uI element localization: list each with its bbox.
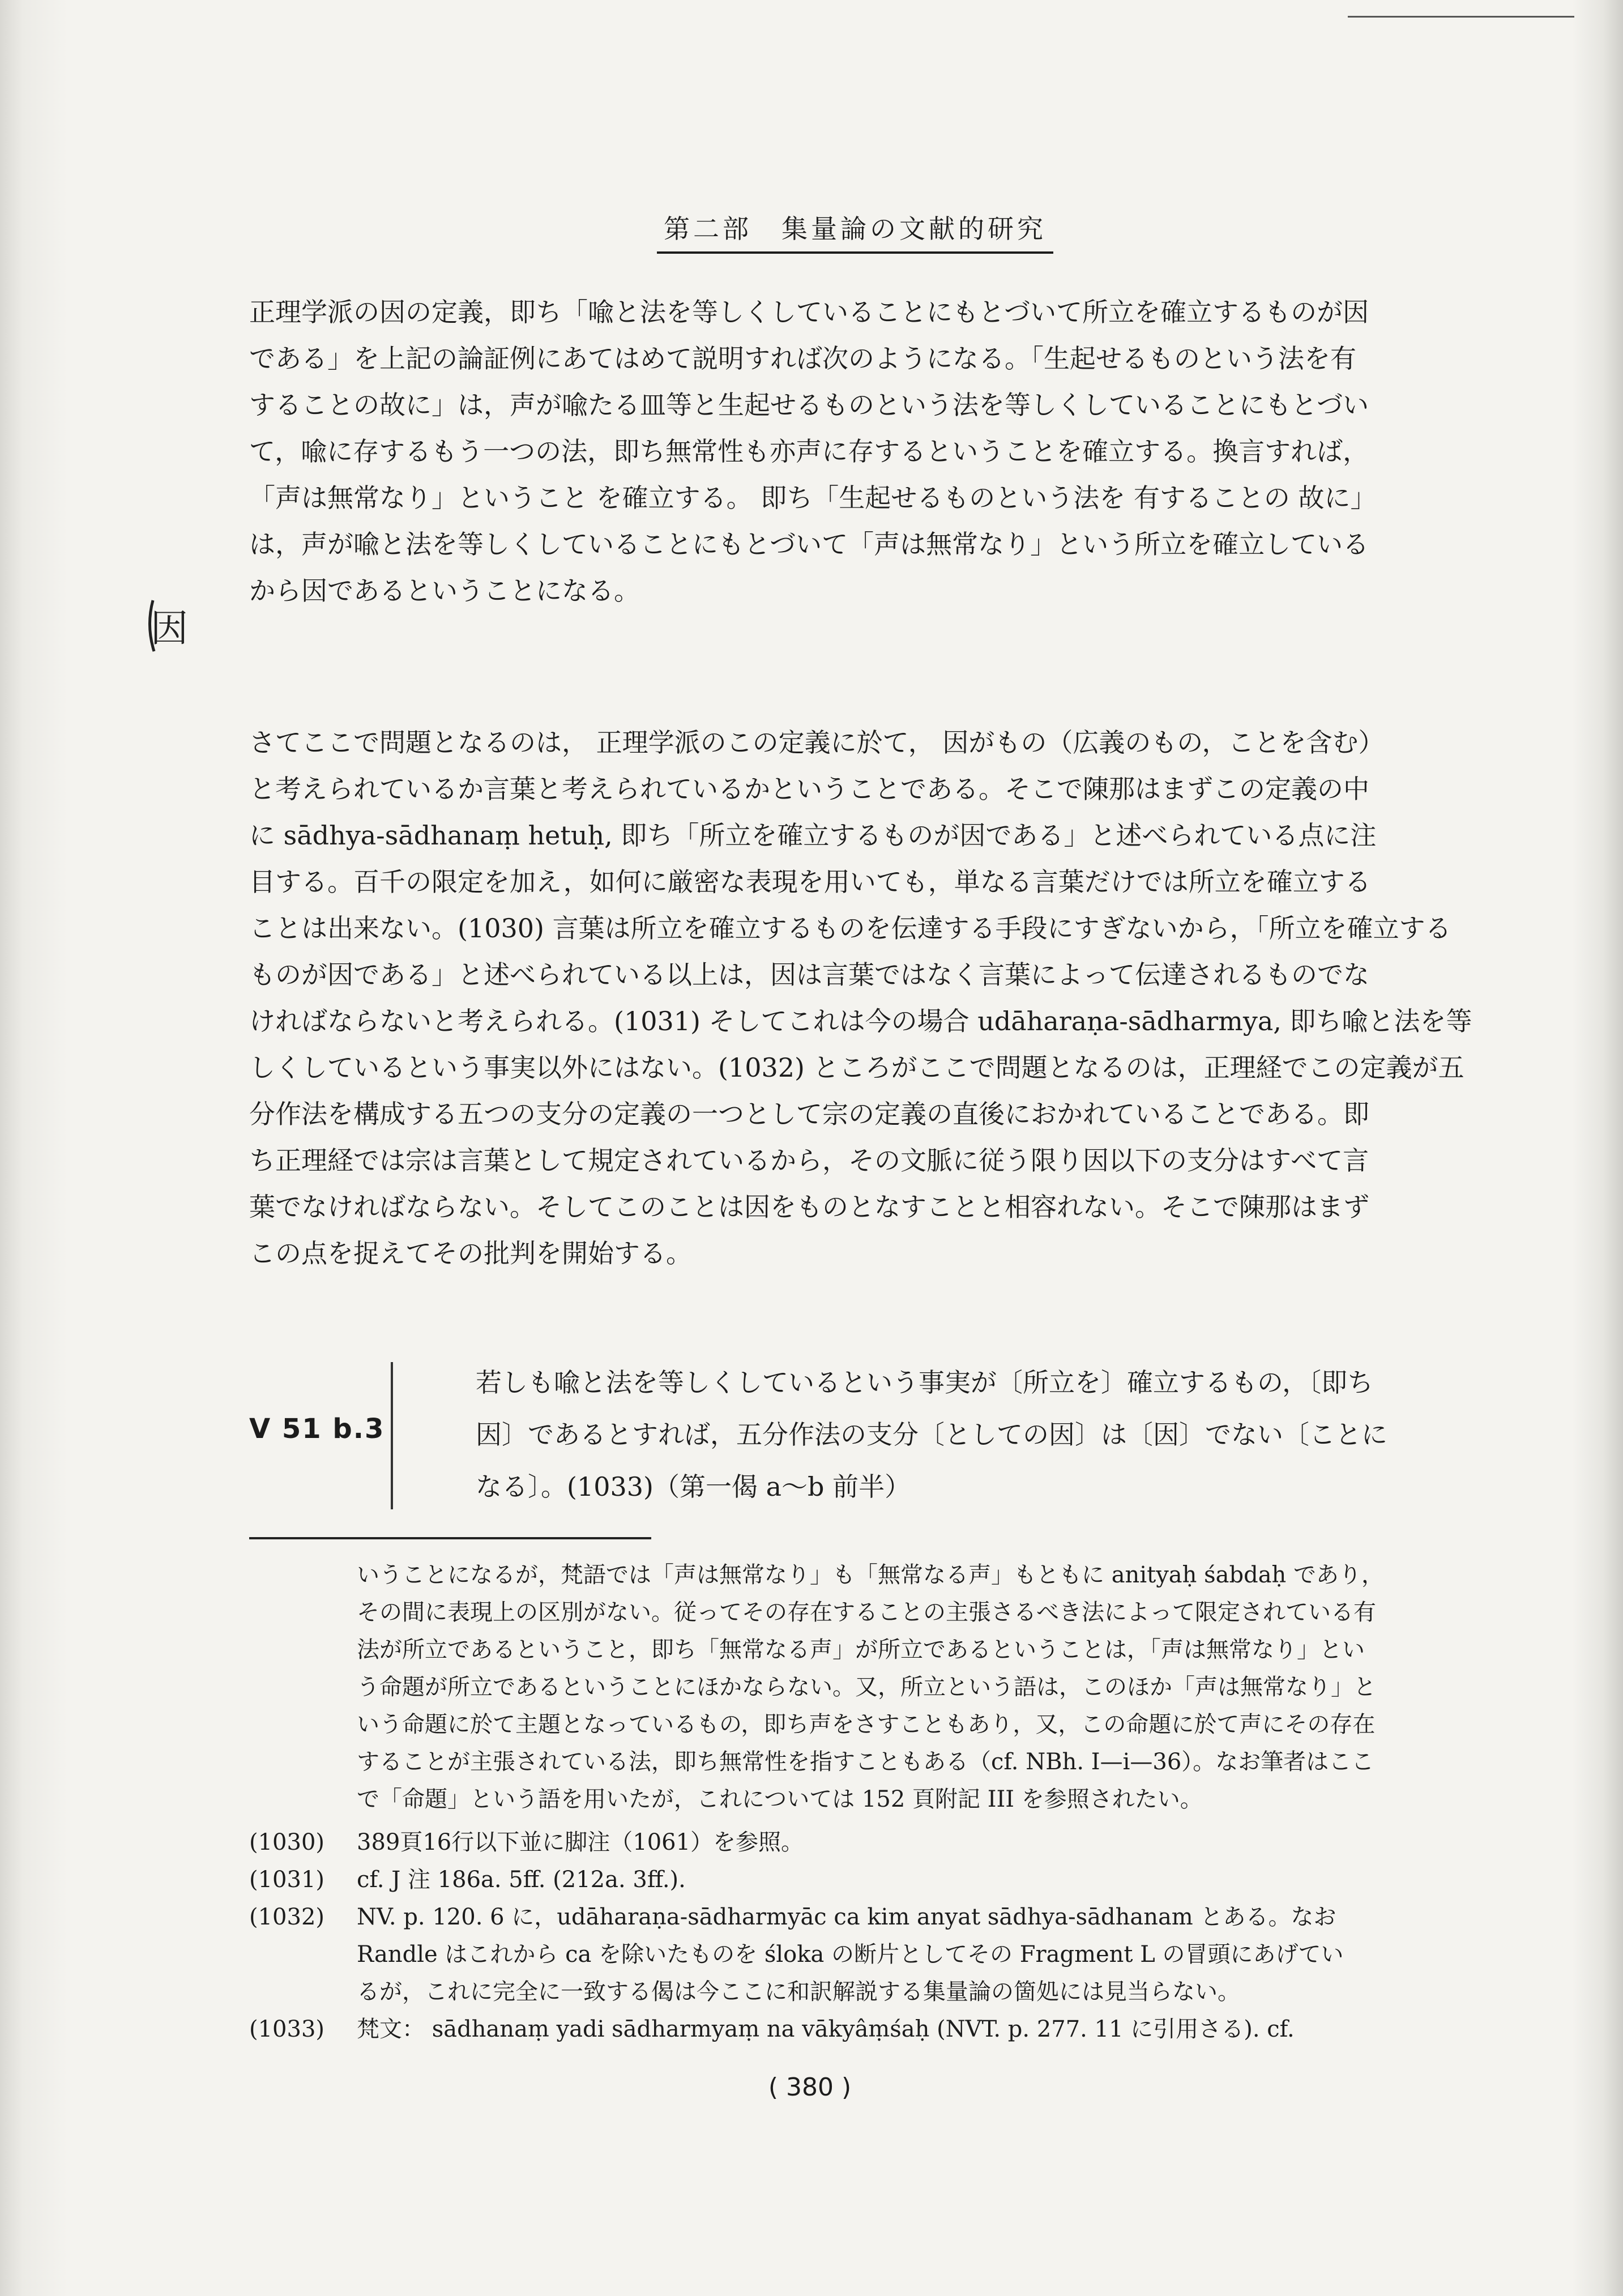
- footnote-body: [357, 1824, 1495, 1861]
- footnote-line: で「命題」という語を用いたが，これについては 152 頁附記 III を参照されたい。: [357, 1786, 1203, 1812]
- text-line: 正理学派の因の定義，即ち「喩と法を等しくしていることにもとづいて所立を確立するものが因: [249, 297, 1369, 327]
- footnote-1032: [249, 1898, 1495, 2011]
- footnote-line: Randle はこれから ca を除いたものを śloka の断片としてその Fragment L の冒頭にあげてい: [357, 1941, 1344, 1968]
- text-line: ものが因である」と述べられている以上は，因は言葉ではなく言葉によって伝達されるものでな: [249, 959, 1369, 990]
- footnote-line: その間に表現上の区別がない。従ってその存在することの主張さるべき法によって限定されている有: [357, 1599, 1376, 1625]
- verse-reference: V 51 b.3: [249, 1413, 385, 1445]
- footnote-line: cf. J 注 186a. 5ff. (212a. 3ff.).: [357, 1867, 686, 1893]
- text-line: 葉でなければならない。そしてこのことは因をものとなすことと相容れない。そこで陳那はまず: [249, 1192, 1369, 1222]
- text-line: 「声は無常なり」ということ を確立する。 即ち「生起せるものという法を 有することの 故に」: [249, 483, 1377, 513]
- page-number: ( 380 ): [768, 2073, 852, 2102]
- footnote-line: いうことになるが，梵語では「声は無常なり」も「無常なる声」もともに anityaḥ śabdaḥ であり，: [357, 1562, 1385, 1588]
- verse-text: [476, 1356, 1484, 1513]
- text-line: ことは出来ない。(1030) 言葉は所立を確立するものを伝達する手段にすぎないから，「所立を確立する: [249, 913, 1451, 944]
- text-line: ち正理経では宗は言葉として規定されているから，その文脈に従う限り因以下の支分はすべて言: [249, 1145, 1369, 1176]
- quoted-verse: [249, 1356, 1484, 1515]
- margin-note-text: 因: [151, 607, 188, 650]
- scan-edge-left: [0, 0, 68, 2296]
- text-line: しくしているという事実以外にはない。(1032) ところがここで問題となるのは，正理経でこの定義が五: [249, 1052, 1464, 1083]
- footnote-line: 梵文： sādhanaṃ yadi sādharmyaṃ na vākyâṃśaḥ (NVT. p. 277. 11 に引用さる). cf.: [357, 2016, 1295, 2042]
- page-title: 第二部 集量論の文献的研究: [657, 208, 1053, 254]
- text-line: て，喩に存するもう一つの法，即ち無常性も亦声に存するということを確立する。換言すれば，: [249, 436, 1369, 467]
- verse-line: 若しも喩と法を等しくしているという事実が〔所立を〕確立するもの，〔即ち: [476, 1367, 1374, 1398]
- footnote-1031: [249, 1861, 1495, 1898]
- scan-edge-right: [1572, 0, 1623, 2296]
- verse-line: 因〕であるとすれば，五分作法の支分〔としての因〕は〔因〕でない〔ことに: [476, 1419, 1387, 1450]
- verse-divider: [391, 1362, 393, 1509]
- footnote-line: 法が所立であるということ，即ち「無常なる声」が所立であるということは，「声は無常なり」とい: [357, 1637, 1365, 1663]
- footnote-number: (1030): [249, 1829, 325, 1855]
- footnote-body: [357, 2011, 1495, 2048]
- page-header: [629, 208, 1082, 254]
- text-line: である」を上記の論証例にあてはめて説明すれば次のようになる。「生起せるものという法を有: [249, 343, 1356, 374]
- footnote-rule: [249, 1537, 651, 1539]
- footnote-1033: [249, 2011, 1495, 2048]
- text-line: ければならないと考えられる。(1031) そしてこれは今の場合 udāharaṇa-sādharmya, 即ち喩と法を等: [249, 1006, 1472, 1036]
- footnote-body: [357, 1861, 1495, 1898]
- handwritten-margin-note: [146, 595, 208, 657]
- verse-line: なる〕。(1033)（第一偈 a〜b 前半）: [476, 1471, 911, 1502]
- paragraph-2: [249, 719, 1484, 1277]
- text-line: 分作法を構成する五つの支分の定義の一つとして宗の定義の直後におかれていることである。即: [249, 1099, 1369, 1129]
- text-line: この点を捉えてその批判を開始する。: [249, 1238, 692, 1269]
- text-line: と考えられているか言葉と考えられているかということである。そこで陳那はまずこの定義の中: [249, 774, 1369, 804]
- footnote-1030: [249, 1824, 1495, 1861]
- text-line: は，声が喩と法を等しくしていることにもとづいて「声は無常なり」という所立を確立している: [249, 529, 1369, 560]
- text-line: から因であるということになる。: [249, 575, 640, 606]
- footnote-line: いう命題に於て主題となっているもの，即ち声をさすこともあり，又，この命題に於て声にその存在: [357, 1712, 1376, 1738]
- footnote-line: るが，これに完全に一致する偈は今ここに和訳解説する集量論の箇処には見当らない。: [357, 1979, 1240, 2005]
- footnote-list: [249, 1824, 1495, 2048]
- text-line: に sādhya-sādhanaṃ hetuḥ, 即ち「所立を確立するものが因である」と述べられている点に注: [249, 820, 1377, 851]
- footnote-line: 389頁16行以下並に脚注（1061）を参照。: [357, 1829, 804, 1855]
- footnote-line: う命題が所立であるということにほかならない。又，所立という語は，このほか「声は無常なり」と: [357, 1674, 1376, 1700]
- footnote-body: [357, 1898, 1495, 2011]
- text-line: することの故に」は，声が喩たる皿等と生起せるものという法を等しくしていることにもとづい: [249, 390, 1369, 420]
- footnote-continuation: [357, 1556, 1489, 1818]
- footnote-number: (1031): [249, 1867, 325, 1893]
- footnote-number: (1033): [249, 2016, 325, 2042]
- top-rule: [1348, 16, 1574, 18]
- text-line: さてここで問題となるのは， 正理学派のこの定義に於て， 因がもの（広義のもの，ことを含む）: [249, 727, 1385, 758]
- footnote-number: (1032): [249, 1904, 325, 1930]
- footnote-line: することが主張されている法，即ち無常性を指すこともある（cf. NBh. I—i—36）。なお筆者はここ: [357, 1749, 1374, 1775]
- paragraph-1: [249, 289, 1484, 614]
- text-line: 目する。百千の限定を加え，如何に厳密な表現を用いても，単なる言葉だけでは所立を確立する: [249, 867, 1371, 897]
- footnote-line: NV. p. 120. 6 に，udāharaṇa-sādharmyāc ca kim anyat sādhya-sādhanam とある。なお: [357, 1904, 1336, 1930]
